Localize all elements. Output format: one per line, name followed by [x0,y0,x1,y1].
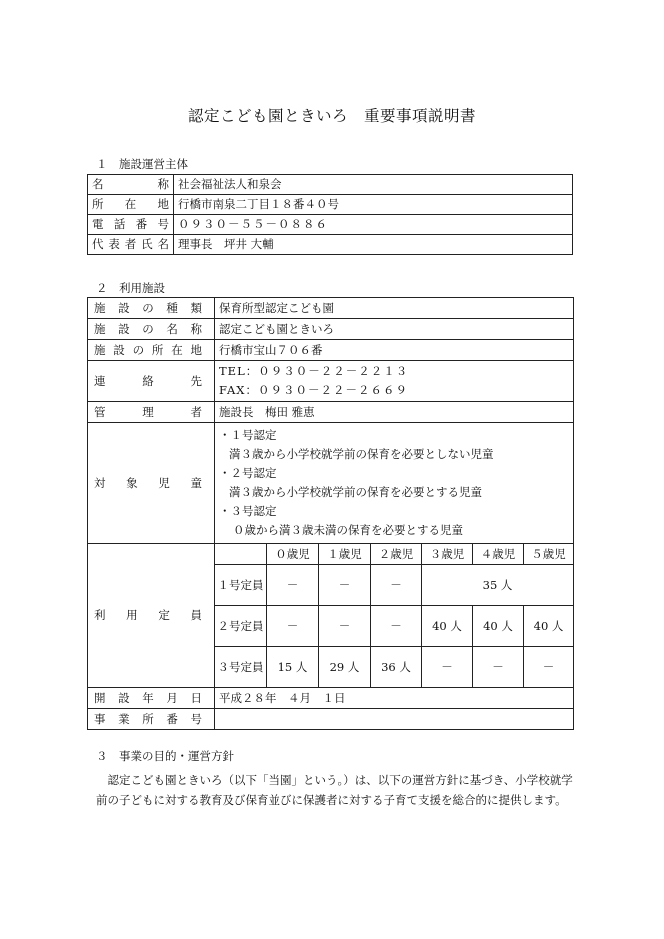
value-manager: 施設長 梅田 雅恵 [215,402,574,423]
table-row [88,423,574,544]
table-row [88,544,574,565]
section3 [96,748,578,810]
capacity-cell: 40 人 [422,606,473,647]
table-row [88,319,574,340]
fax-number: FAX：０９３０－２２－２６６９ [219,383,408,397]
label-target-children: 対象児童 [88,423,215,544]
capacity-cell: 29 人 [319,647,371,688]
capacity-cell-merged: 35 人 [422,565,574,606]
capacity-cell: － [524,647,574,688]
table-row [88,688,574,709]
tel-number: TEL：０９３０－２２－２２１３ [219,364,409,378]
capacity-cell: － [422,647,473,688]
label-capacity: 利用定員 [88,544,215,688]
value-name: 社会福祉法人和泉会 [174,175,573,195]
capacity-cell: － [371,606,422,647]
capacity-cell: 40 人 [473,606,524,647]
label-office-number: 事業所番号 [88,709,215,730]
capacity-cell: 15 人 [267,647,319,688]
label-representative: 代表者氏名 [88,235,174,255]
cert-type-1-desc: 満３歳から小学校就学前の保育を必要としない児童 [229,447,494,461]
label-manager: 管理者 [88,402,215,423]
capacity-cell: － [371,565,422,606]
age-header-5: ５歳児 [524,544,574,565]
value-opened-date: 平成２８年 ４月 １日 [215,688,574,709]
capacity-corner-cell [215,544,267,565]
capacity-cell: 36 人 [371,647,422,688]
cert-type-2: ・２号認定 [219,466,277,480]
value-address: 行橋市南泉二丁目１８番４０号 [174,195,573,215]
capacity-cell: 40 人 [524,606,574,647]
capacity-row-label-3: ３号定員 [215,647,267,688]
table-row [88,361,574,402]
label-facility-name: 施設の名称 [88,319,215,340]
label-contact: 連絡先 [88,361,215,402]
section3-body: 認定こども園ときいろ（以下「当園」という。）は、以下の運営方針に基づき、小学校就学前の子どもに対する教育及び保育並びに保護者に対する子育て支援を総合的に提供します。 [96,773,573,807]
label-address: 所在地 [88,195,174,215]
age-header-0: ０歳児 [267,544,319,565]
capacity-row-label-1: １号定員 [215,565,267,606]
table-row [88,235,573,255]
operator-table [87,174,573,255]
table-row [88,709,574,730]
age-header-2: ２歳児 [371,544,422,565]
table-row [88,215,573,235]
label-phone: 電話番号 [88,215,174,235]
value-office-number [215,709,574,730]
section1-heading: １ 施設運営主体 [96,157,188,171]
capacity-cell: － [267,606,319,647]
section2-heading: ２ 利用施設 [96,281,165,295]
capacity-cell: － [319,565,371,606]
label-name: 名称 [88,175,174,195]
capacity-row-label-2: ２号定員 [215,606,267,647]
value-facility-name: 認定こども園ときいろ [215,319,574,340]
table-row [88,402,574,423]
capacity-cell: － [267,565,319,606]
facility-table [87,297,574,730]
value-representative: 理事長 坪井 大輔 [174,235,573,255]
value-facility-type: 保育所型認定こども園 [215,298,574,319]
age-header-4: ４歳児 [473,544,524,565]
value-facility-address: 行橋市宝山７０６番 [215,340,574,361]
page-title: 認定こども園ときいろ 重要事項説明書 [187,107,476,125]
table-row [88,175,573,195]
label-opened-date: 開設年月日 [88,688,215,709]
value-contact [215,361,574,402]
label-facility-address: 施設の所在地 [88,340,215,361]
capacity-cell: － [319,606,371,647]
age-header-3: ３歳児 [422,544,473,565]
table-row [88,298,574,319]
table-row [88,340,574,361]
section3-heading: ３ 事業の目的・運営方針 [96,749,234,763]
value-phone: ０９３０－５５－０８８６ [174,215,573,235]
table-row [88,195,573,215]
capacity-cell: － [473,647,524,688]
label-facility-type: 施設の種類 [88,298,215,319]
cert-type-3-desc: ０歳から満３歳未満の保育を必要とする児童 [233,523,463,537]
age-header-1: １歳児 [319,544,371,565]
cert-type-1: ・１号認定 [219,428,277,442]
cert-type-2-desc: 満３歳から小学校就学前の保育を必要とする児童 [229,485,482,499]
cert-type-3: ・３号認定 [219,504,277,518]
value-target-children [215,423,574,544]
